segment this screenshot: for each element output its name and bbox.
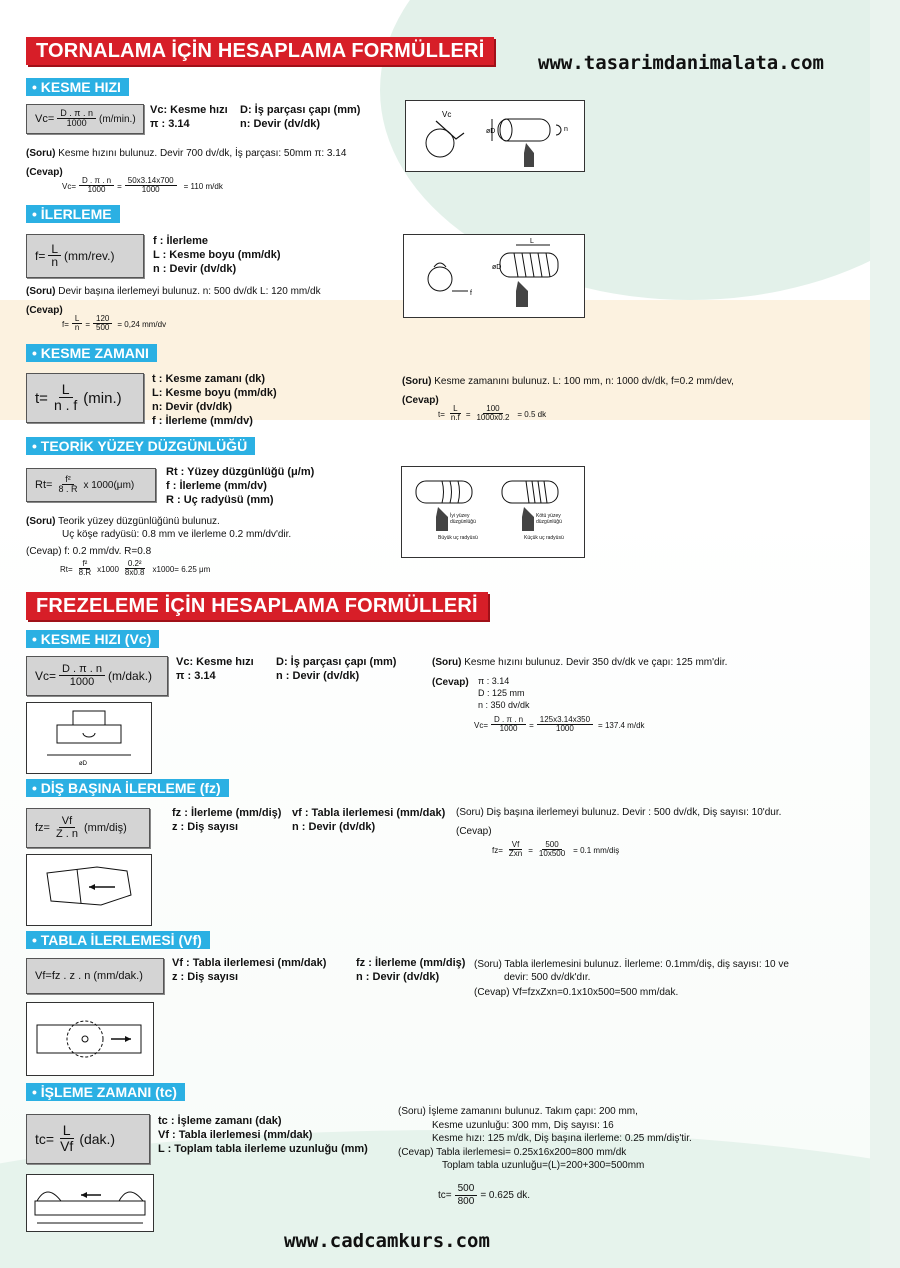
question-feed: (Soru) Devir başına ilerlemeyi bulunuz. n: 500 dv/dk L: 120 mm/dk — [26, 286, 321, 297]
answer-table-feed: (Cevap) Vf=fzxZxn=0.1x10x500=500 mm/dak. — [474, 987, 679, 998]
question-surface-roughness: (Soru) Teorik yüzey düzgünlüğünü bulunuz. — [26, 516, 220, 527]
illustration-surface-roughness — [401, 466, 585, 558]
illustration-table-feed — [26, 1002, 154, 1076]
label-big-radius: Büyük uç radyüsü — [438, 535, 478, 541]
calc-feed-per-tooth: fz= $\frac{Vf}{\text{Zxn}}$ = $\frac{500}{10x500}$ = 0.1 mm/diş — [492, 840, 620, 859]
section-header-table-feed: • TABLA İLERLEMESİ (Vf) — [26, 931, 210, 949]
legend-feed: f : İlerleme L : Kesme boyu (mm/dk) n : Devir (dv/dk) — [153, 235, 281, 275]
calc-machining-time: tc= $\frac{500}{800}$ = 0.625 dk. — [438, 1183, 531, 1207]
legend-feed-per-tooth-right: vf : Tabla ilerlemesi (mm/dak) n : Devir (dv/dk) — [292, 807, 446, 833]
milling-title: FREZELEME İÇİN HESAPLAMA FORMÜLLERİ — [26, 592, 488, 620]
legend-milling-cutting-speed-left: Vc: Kesme hızı π : 3.14 — [176, 656, 254, 682]
calc-cutting-time: t= $\frac{L}{n.f}$ = $\frac{100}{1000x0.2}$ = 0.5 dk — [438, 404, 547, 423]
illustration-feed-per-tooth — [26, 854, 152, 926]
calc-cutting-speed: Vc= $\frac{D . \pi . n}{1000}$ = $\frac{50x3.14x700}{1000}$ = 110 m/dk — [62, 176, 223, 195]
given-values-milling: π : 3.14 D : 125 mm n : 350 dv/dk — [478, 676, 530, 710]
illustration-milling-cutting-speed — [26, 702, 152, 774]
legend-machining-time: tc : İşleme zamanı (dak) Vf : Tabla ilerlemesi (mm/dak) L : Toplam tabla ilerleme uzunluğu (mm) — [158, 1115, 368, 1155]
answer-label-feed: (Cevap) — [26, 305, 63, 316]
formula-box-cutting-speed: Vc= $\frac{D . \pi . n}{1000}$ (m/min.) — [26, 104, 144, 134]
section-header-surface-roughness: • TEORİK YÜZEY DÜZGÜNLÜĞÜ — [26, 437, 255, 455]
answer-label-milling-cutting-speed: (Cevap) — [432, 677, 469, 688]
label-good-surface: İyi yüzey düzgünlüğü — [450, 513, 476, 525]
section-header-cutting-time: • KESME ZAMANI — [26, 344, 157, 362]
section-header-machining-time: • İŞLEME ZAMANI (tc) — [26, 1083, 185, 1101]
question-table-feed-2: devir: 500 dv/dk'dır. — [504, 972, 591, 983]
question-feed-per-tooth: (Soru) Diş başına ilerlemeyi bulunuz. Devir : 500 dv/dk, Diş sayısı: 10'dur. — [456, 807, 782, 818]
answer-label-feed-per-tooth: (Cevap) — [456, 826, 492, 837]
top-url: www.tasarimdanimalata.com — [538, 52, 824, 74]
legend-cutting-speed-left: Vc: Kesme hızı π : 3.14 — [150, 104, 228, 130]
bottom-url: www.cadcamkurs.com — [284, 1230, 490, 1252]
formula-box-feed-per-tooth: fz= $\frac{Vf}{Z . n}$ (mm/diş) — [26, 808, 150, 848]
legend-table-feed-left: Vf : Tabla ilerlemesi (mm/dak) z : Diş sayısı — [172, 957, 327, 983]
legend-cutting-time: t : Kesme zamanı (dk) L: Kesme boyu (mm/dk) n: Devir (dv/dk) f : İlerleme (mm/dv) — [152, 373, 277, 427]
formula-box-cutting-time: t= $\frac{L}{n . f}$ (min.) — [26, 373, 144, 423]
label-small-radius: Küçük uç radyüsü — [524, 535, 564, 541]
svg-text:n: n — [564, 126, 568, 133]
calc-surface-roughness: Rt= $\frac{\text{f²}}{8.R}$ x1000 $\frac{\text{0.2²}}{8x0.8}$ x1000= 6.25 μm — [60, 559, 211, 578]
question-cutting-speed: (Soru) Kesme hızını bulunuz. Devir 700 dv/dk, İş parçası: 50mm π: 3.14 — [26, 148, 347, 159]
illustration-machining-time — [26, 1174, 154, 1232]
legend-table-feed-right: fz : İlerleme (mm/diş) n : Devir (dv/dk) — [356, 957, 466, 983]
question-machining-time: (Soru) İşleme zamanını bulunuz. Takım çapı: 200 mm, Kesme uzunluğu: 300 mm, Diş sayısı: 16 Kesme hızı: 125 m/dk, Diş başına ilerleme: 0.25 mm/diş'tir. (Cevap) Tabla ilerlemesi= 0.25x16x200=800 mm/dk Toplam tabla uzunluğu=(L)=200+300=500mm — [398, 1106, 692, 1171]
legend-feed-per-tooth-left: fz : İlerleme (mm/diş) z : Diş sayısı — [172, 807, 282, 833]
formula-box-milling-cutting-speed: Vc= $\frac{D . \pi . n}{1000}$ (m/dak.) — [26, 656, 168, 696]
legend-milling-cutting-speed-right: D: İş parçası çapı (mm) n : Devir (dv/dk) — [276, 656, 397, 682]
calc-feed: f= $\frac{L}{n}$ = $\frac{120}{500}$ = 0,24 mm/dv — [62, 314, 167, 333]
svg-text:øD: øD — [486, 128, 496, 135]
section-header-cutting-speed: • KESME HIZI — [26, 78, 129, 96]
formula-box-machining-time: tc= $\frac{L}{Vf}$ (dak.) — [26, 1114, 150, 1164]
formula-box-table-feed: Vf=fz . z . n (mm/dak.) — [26, 958, 164, 994]
svg-text:øD: øD — [79, 761, 87, 767]
question-surface-roughness-2: Uç köşe radyüsü: 0.8 mm ve ilerleme 0.2 mm/dv'dir. — [62, 529, 292, 540]
question-table-feed: (Soru) Tabla ilerlemesini bulunuz. İlerleme: 0.1mm/diş, diş sayısı: 10 ve — [474, 959, 789, 970]
section-header-feed-per-tooth: • DİŞ BAŞINA İLERLEME (fz) — [26, 779, 229, 797]
legend-surface-roughness: Rt : Yüzey düzgünlüğü (μ/m) f : İlerleme (mm/dv) R : Uç radyüsü (mm) — [166, 466, 315, 506]
illustration-turning-feed — [403, 234, 585, 318]
legend-cutting-speed-right: D: İş parçası çapı (mm) n: Devir (dv/dk) — [240, 104, 361, 130]
question-cutting-time: (Soru) Kesme zamanını bulunuz. L: 100 mm, n: 1000 dv/dk, f=0.2 mm/dev, — [402, 376, 734, 387]
question-milling-cutting-speed: (Soru) Kesme hızını bulunuz. Devir 350 dv/dk ve çapı: 125 mm'dir. — [432, 657, 728, 668]
section-header-feed: • İLERLEME — [26, 205, 120, 223]
svg-text:Vc: Vc — [442, 110, 452, 119]
svg-text:f: f — [470, 290, 472, 297]
turning-title: TORNALAMA İÇİN HESAPLAMA FORMÜLLERİ — [26, 37, 494, 65]
calc-milling-cutting-speed: Vc= $\frac{D . \pi . n}{1000}$ = $\frac{125x3.14x350}{1000}$ = 137.4 m/dk — [474, 715, 645, 734]
answer-surface-roughness: (Cevap) f: 0.2 mm/dv. R=0.8 — [26, 546, 152, 557]
illustration-turning-cutting-speed — [405, 100, 585, 172]
svg-text:øD: øD — [492, 264, 502, 271]
svg-text:L: L — [530, 238, 534, 245]
answer-label-cutting-speed: (Cevap) — [26, 167, 63, 178]
label-bad-surface: Kötü yüzey düzgünlüğü — [536, 513, 562, 525]
formula-box-surface-roughness: Rt= $\frac{\text{f²}}{8 . R}$ x 1000(μm) — [26, 468, 156, 502]
answer-label-cutting-time: (Cevap) — [402, 395, 439, 406]
section-header-milling-cutting-speed: • KESME HIZI (Vc) — [26, 630, 159, 648]
formula-box-feed: f= $\frac{L}{n}$ (mm/rev.) — [26, 234, 144, 278]
right-edge-shade — [870, 0, 900, 1268]
